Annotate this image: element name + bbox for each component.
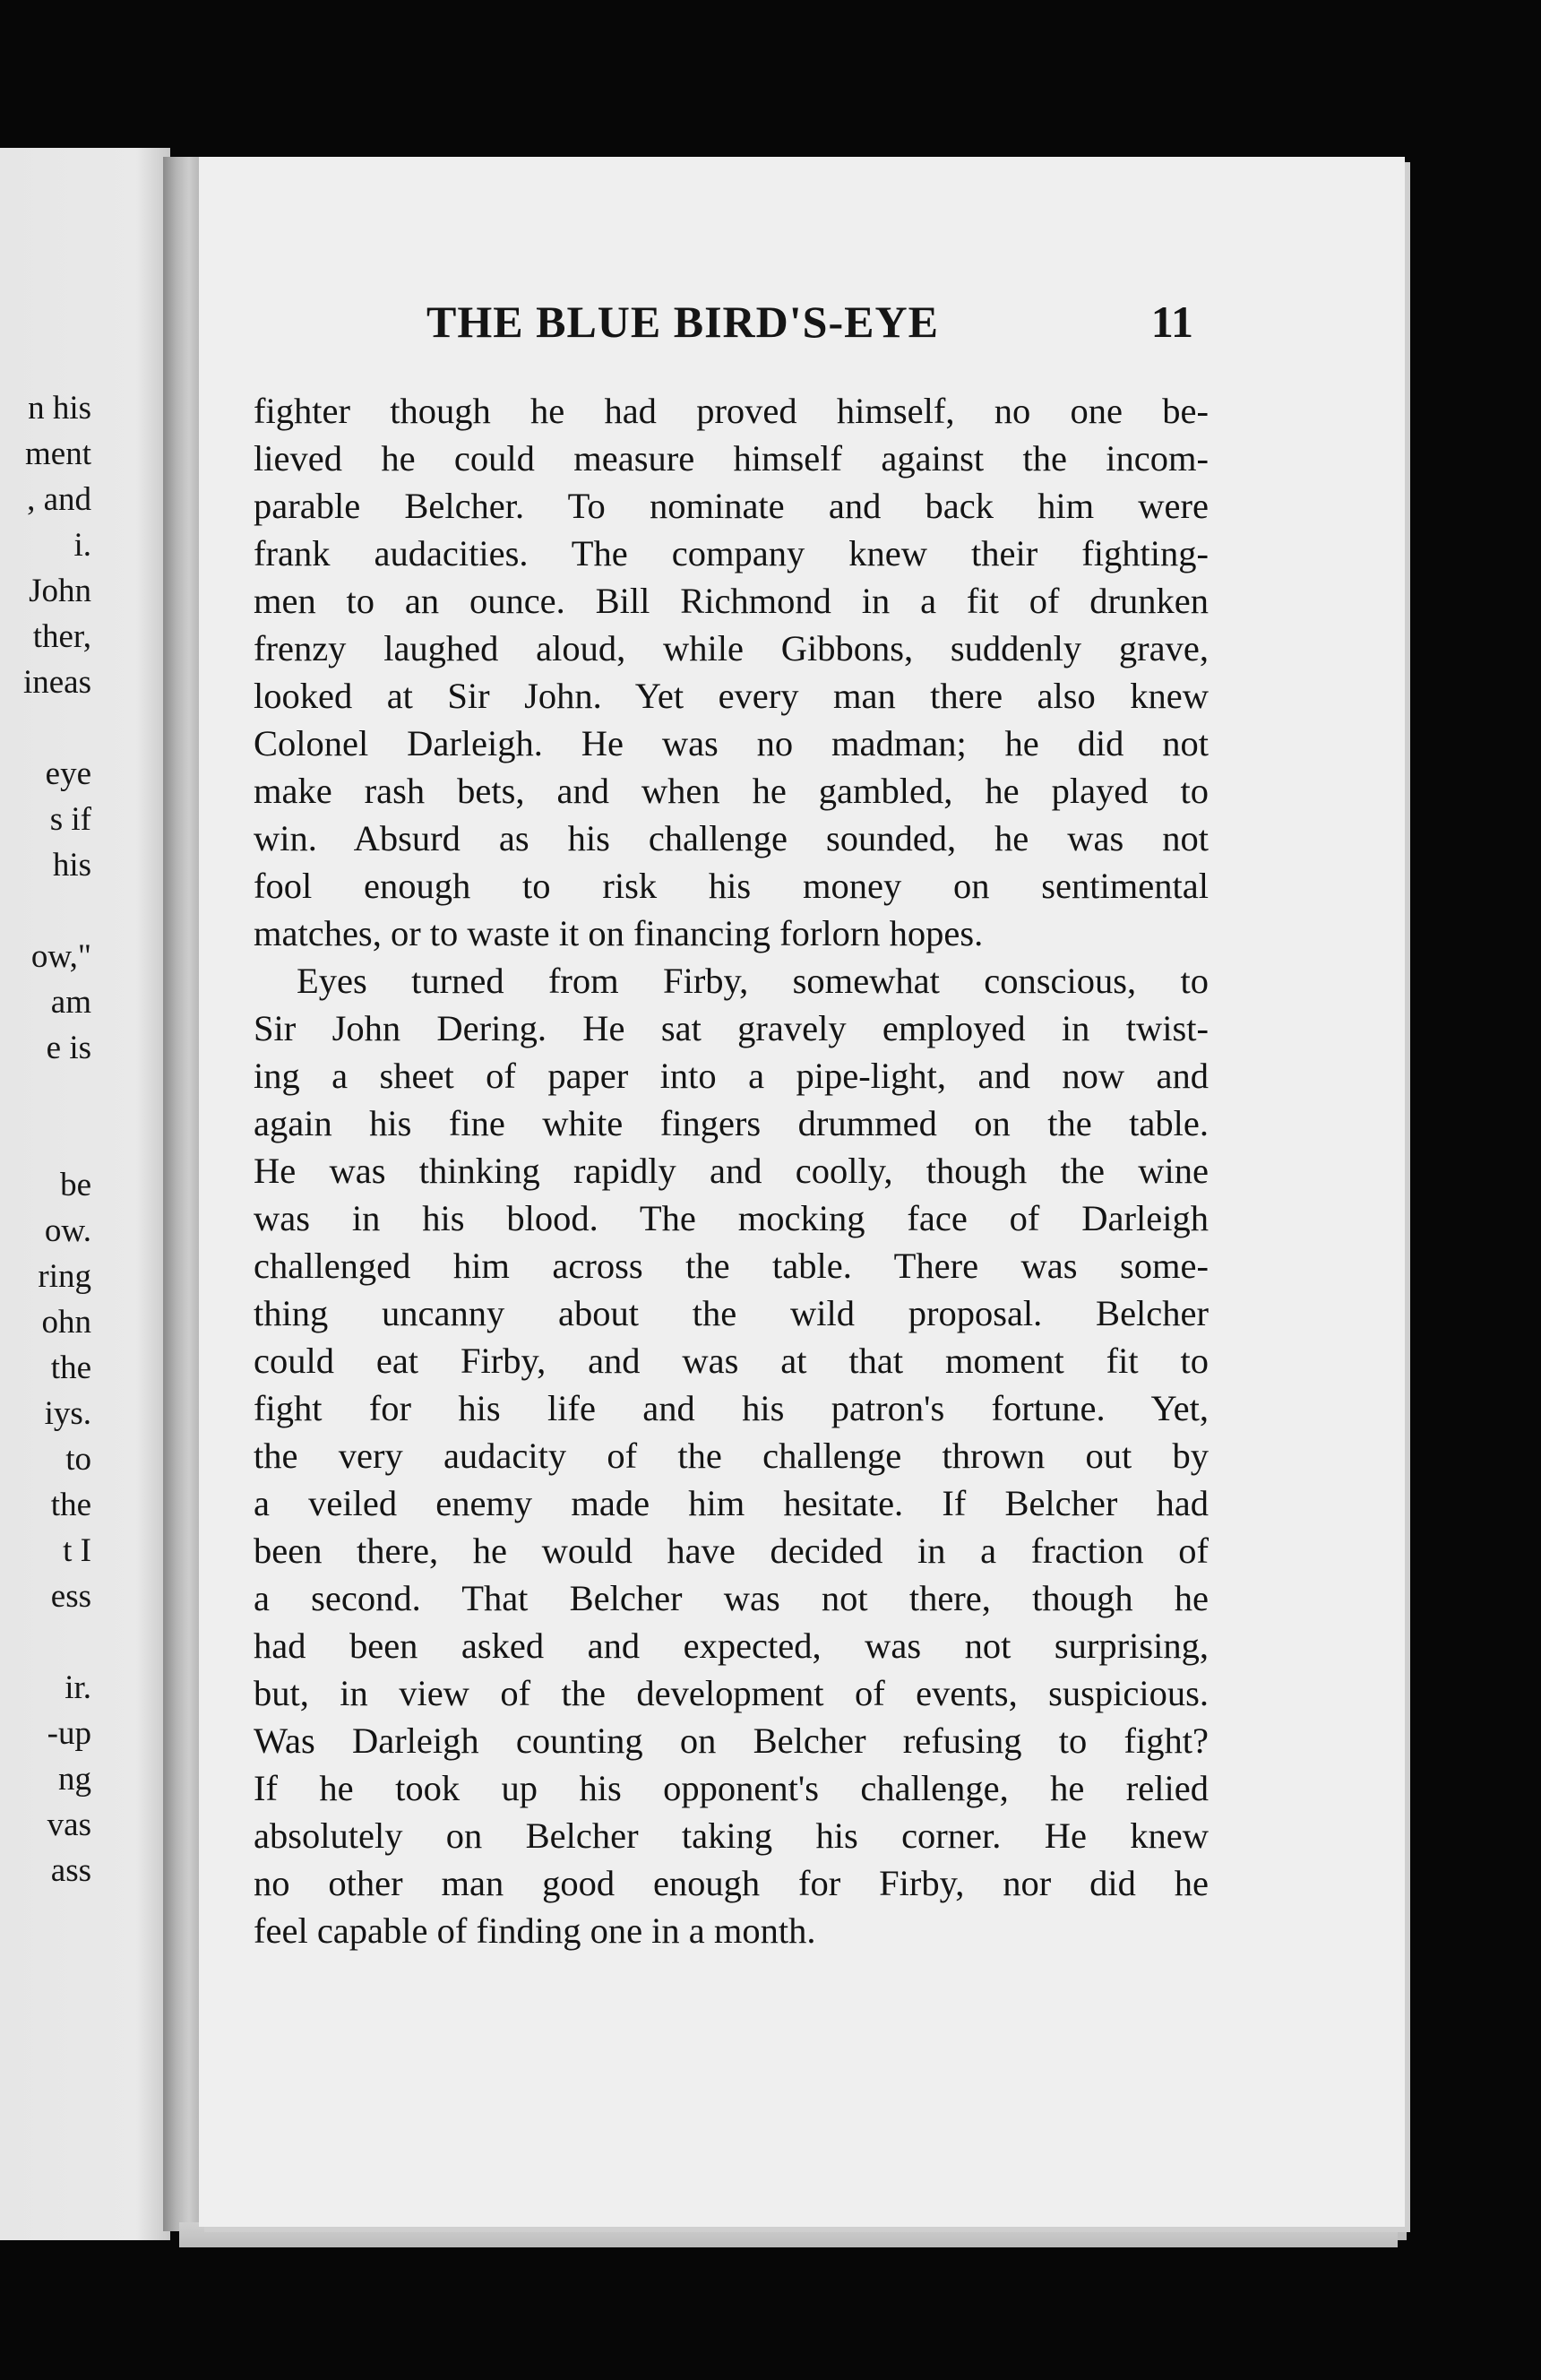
left-page-line: the bbox=[50, 1350, 91, 1386]
text-line: no other man good enough for Firby, nor did he bbox=[254, 1863, 1209, 1903]
text-line: absolutely on Belcher taking his corner. He knew bbox=[254, 1815, 1209, 1856]
left-page-text bbox=[23, 385, 91, 1893]
left-page-line: his bbox=[52, 847, 91, 884]
text-line: a second. That Belcher was not there, though he bbox=[254, 1578, 1209, 1618]
text-line: fool enough to risk his money on sentimental bbox=[254, 866, 1209, 906]
left-page-line: ring bbox=[38, 1258, 91, 1295]
text-line: been there, he would have decided in a fraction of bbox=[254, 1531, 1209, 1571]
text-line: a veiled enemy made him hesitate. If Belcher had bbox=[254, 1483, 1209, 1523]
text-line: was in his blood. The mocking face of Darleigh bbox=[254, 1198, 1209, 1238]
text-line: frenzy laughed aloud, while Gibbons, suddenly grave, bbox=[254, 628, 1209, 668]
left-page-line bbox=[23, 888, 91, 934]
running-title: THE BLUE BIRD'S-EYE bbox=[426, 297, 939, 347]
text-line: thing uncanny about the wild proposal. Belcher bbox=[254, 1293, 1209, 1333]
left-page-line bbox=[23, 1117, 91, 1162]
text-line: ing a sheet of paper into a pipe-light, and now and bbox=[254, 1056, 1209, 1096]
left-page-line: vas bbox=[47, 1807, 91, 1843]
left-page-line: ng bbox=[58, 1761, 91, 1798]
left-page-line: eye bbox=[45, 755, 91, 792]
left-page-line: n his bbox=[28, 390, 91, 427]
left-page-line: ess bbox=[50, 1578, 91, 1615]
left-page-line bbox=[23, 1071, 91, 1117]
left-page-line: be bbox=[60, 1167, 91, 1203]
text-line: matches, or to waste it on financing forlorn hopes. bbox=[254, 913, 984, 953]
text-line: frank audacities. The company knew their fighting- bbox=[254, 533, 1209, 573]
text-line: challenged him across the table. There was some- bbox=[254, 1246, 1209, 1286]
left-page-line: John bbox=[29, 573, 91, 609]
left-page-line bbox=[23, 705, 91, 751]
left-page-line: -up bbox=[47, 1715, 91, 1752]
text-line: looked at Sir John. Yet every man there also knew bbox=[254, 676, 1209, 716]
text-line: He was thinking rapidly and coolly, though the wine bbox=[254, 1151, 1209, 1191]
left-page-line: ther, bbox=[32, 618, 91, 655]
left-page bbox=[0, 148, 170, 2240]
text-line: parable Belcher. To nominate and back him were bbox=[254, 486, 1209, 526]
text-line: Eyes turned from Firby, somewhat conscious, to bbox=[297, 961, 1209, 1001]
text-line: fight for his life and his patron's fortune. Yet, bbox=[254, 1388, 1209, 1428]
left-page-line: t I bbox=[63, 1532, 91, 1569]
text-line: had been asked and expected, was not surprising, bbox=[254, 1625, 1209, 1666]
running-head bbox=[426, 296, 1193, 358]
text-line: the very audacity of the challenge thrown out by bbox=[254, 1436, 1209, 1476]
left-page-line: s if bbox=[49, 801, 91, 838]
left-page-line: ass bbox=[50, 1852, 91, 1889]
page-number: 11 bbox=[1150, 297, 1193, 347]
left-page-line: iys. bbox=[44, 1395, 91, 1432]
text-line: make rash bets, and when he gambled, he played to bbox=[254, 771, 1209, 811]
left-page-line: to bbox=[65, 1441, 91, 1478]
text-line: fighter though he had proved himself, no one be- bbox=[254, 391, 1209, 431]
text-line: but, in view of the development of events, suspicious. bbox=[254, 1673, 1209, 1713]
body-text bbox=[254, 387, 1209, 1954]
text-line: Sir John Dering. He sat gravely employed in twist- bbox=[254, 1008, 1209, 1048]
text-line: Was Darleigh counting on Belcher refusing to fight? bbox=[254, 1720, 1209, 1761]
text-line: lieved he could measure himself against the incom- bbox=[254, 438, 1209, 479]
left-page-line: ow. bbox=[44, 1212, 91, 1249]
text-line: men to an ounce. Bill Richmond in a fit of drunken bbox=[254, 581, 1209, 621]
text-line: If he took up his opponent's challenge, he relied bbox=[254, 1768, 1209, 1808]
left-page-line: the bbox=[50, 1487, 91, 1523]
left-page-line: ow," bbox=[30, 938, 91, 975]
left-page-line: , and bbox=[27, 481, 91, 518]
left-page-line: ment bbox=[25, 435, 91, 472]
left-page-line: ohn bbox=[41, 1304, 91, 1341]
text-line: could eat Firby, and was at that moment fit to bbox=[254, 1341, 1209, 1381]
text-line: again his fine white fingers drummed on the table. bbox=[254, 1103, 1209, 1143]
left-page-line: i. bbox=[73, 527, 91, 564]
left-page-line: e is bbox=[46, 1030, 91, 1066]
left-page-line bbox=[23, 1619, 91, 1665]
text-line: Colonel Darleigh. He was no madman; he did not bbox=[254, 723, 1209, 763]
paragraph bbox=[254, 957, 1209, 1954]
text-line: win. Absurd as his challenge sounded, he was not bbox=[254, 818, 1209, 858]
left-page-line: am bbox=[50, 984, 91, 1021]
left-page-line: ineas bbox=[22, 664, 91, 701]
left-page-line: ir. bbox=[65, 1669, 91, 1706]
text-line: feel capable of finding one in a month. bbox=[254, 1910, 816, 1951]
paragraph bbox=[254, 387, 1209, 957]
